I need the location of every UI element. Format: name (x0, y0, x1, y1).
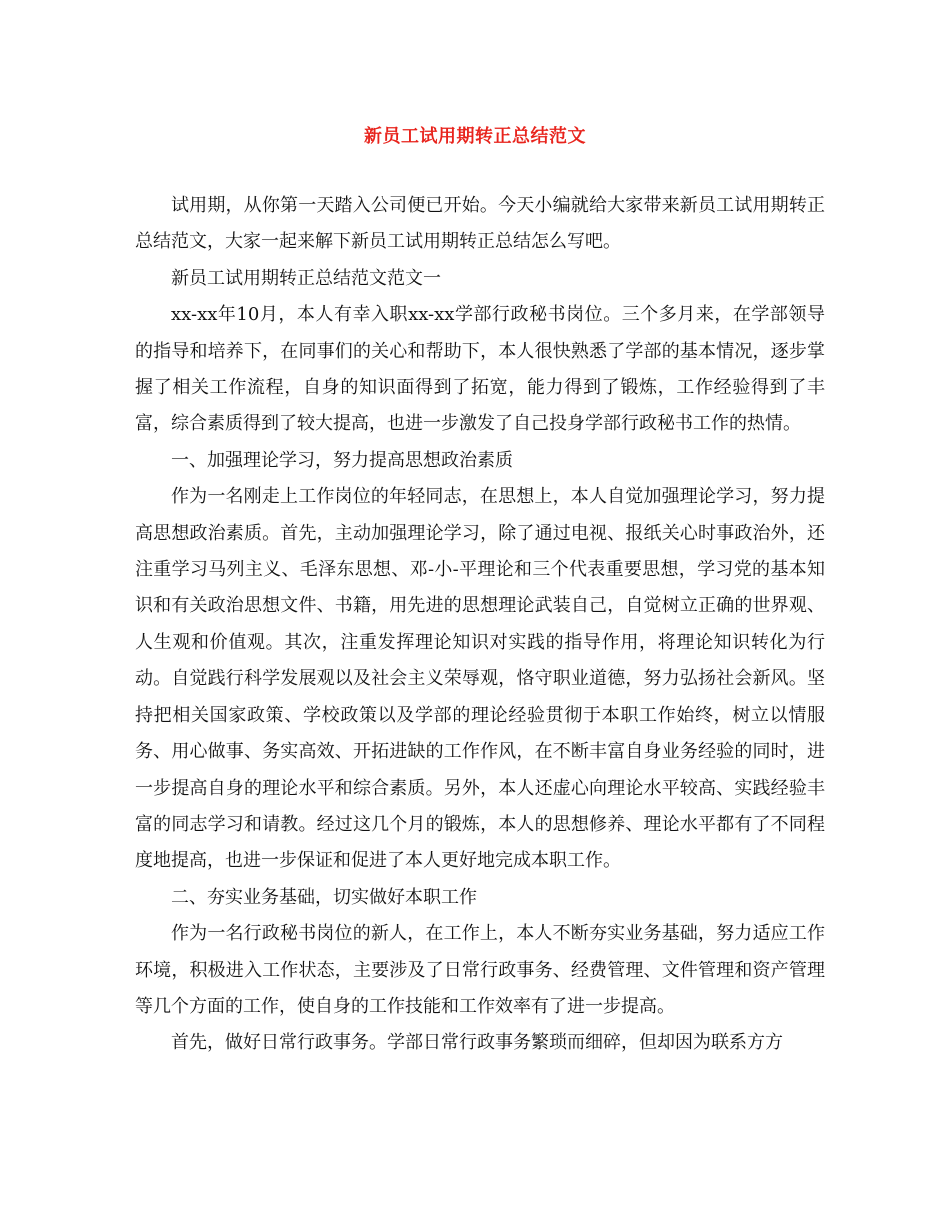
document-title: 新员工试用期转正总结范文 (364, 126, 586, 147)
paragraph-intro: 试用期，从你第一天踏入公司便已开始。今天小编就给大家带来新员工试用期转正总结范文，大家一起来解下新员工试用期转正总结怎么写吧。 (135, 195, 825, 253)
section-heading-2: 二、夯实业务基础，切实做好本职工作 (171, 886, 477, 908)
paragraph-daily-affairs: 首先，做好日常行政事务。学部日常行政事务繁琐而细碎，但却因为联系方方 (171, 1032, 783, 1054)
subheading-sample-one: 新员工试用期转正总结范文范文一 (171, 267, 441, 289)
document-body (135, 188, 825, 1062)
paragraph-onboarding: xx-xx年10月，本人有幸入职xx-xx学部行政秘书岗位。三个多月来，在学部领导的指导和培养下，在同事们的关心和帮助下，本人很快熟悉了学部的基本情况，逐步掌握了相关工作流程，自身的知识面得到了拓宽，能力得到了锻炼，工作经验得到了丰富，综合素质得到了较大提高，也进一步激发了自己投身学部行政秘书工作的热情。 (135, 304, 825, 435)
paragraph-business-foundation: 作为一名行政秘书岗位的新人，在工作上，本人不断夯实业务基础，努力适应工作环境，积极进入工作状态，主要涉及了日常行政事务、经费管理、文件管理和资产管理等几个方面的工作，使自身的工作技能和工作效率有了进一步提高。 (135, 923, 825, 1017)
section-heading-1: 一、加强理论学习，努力提高思想政治素质 (171, 449, 513, 471)
paragraph-theory-study: 作为一名刚走上工作岗位的年轻同志，在思想上，本人自觉加强理论学习，努力提高思想政治素质。首先，主动加强理论学习，除了通过电视、报纸关心时事政治外，还注重学习马列主义、毛泽东思想、邓-小-平理论和三个代表重要思想，学习党的基本知识和有关政治思想文件、书籍，用先进的思想理论武装自己，自觉树立正确的世界观、人生观和价值观。其次，注重发挥理论知识对实践的指导作用，将理论知识转化为行动。自觉践行科学发展观以及社会主义荣辱观，恪守职业道德，努力弘扬社会新风。坚持把相关国家政策、学校政策以及学部的理论经验贯彻于本职工作始终，树立以情服务、用心做事、务实高效、开拓进缺的工作作风，在不断丰富自身业务经验的同时，进一步提高自身的理论水平和综合素质。另外，本人还虚心向理论水平较高、实践经验丰富的同志学习和请教。经过这几个月的锻炼，本人的思想修养、理论水平都有了不同程度地提高，也进一步保证和促进了本人更好地完成本职工作。 (135, 486, 825, 872)
